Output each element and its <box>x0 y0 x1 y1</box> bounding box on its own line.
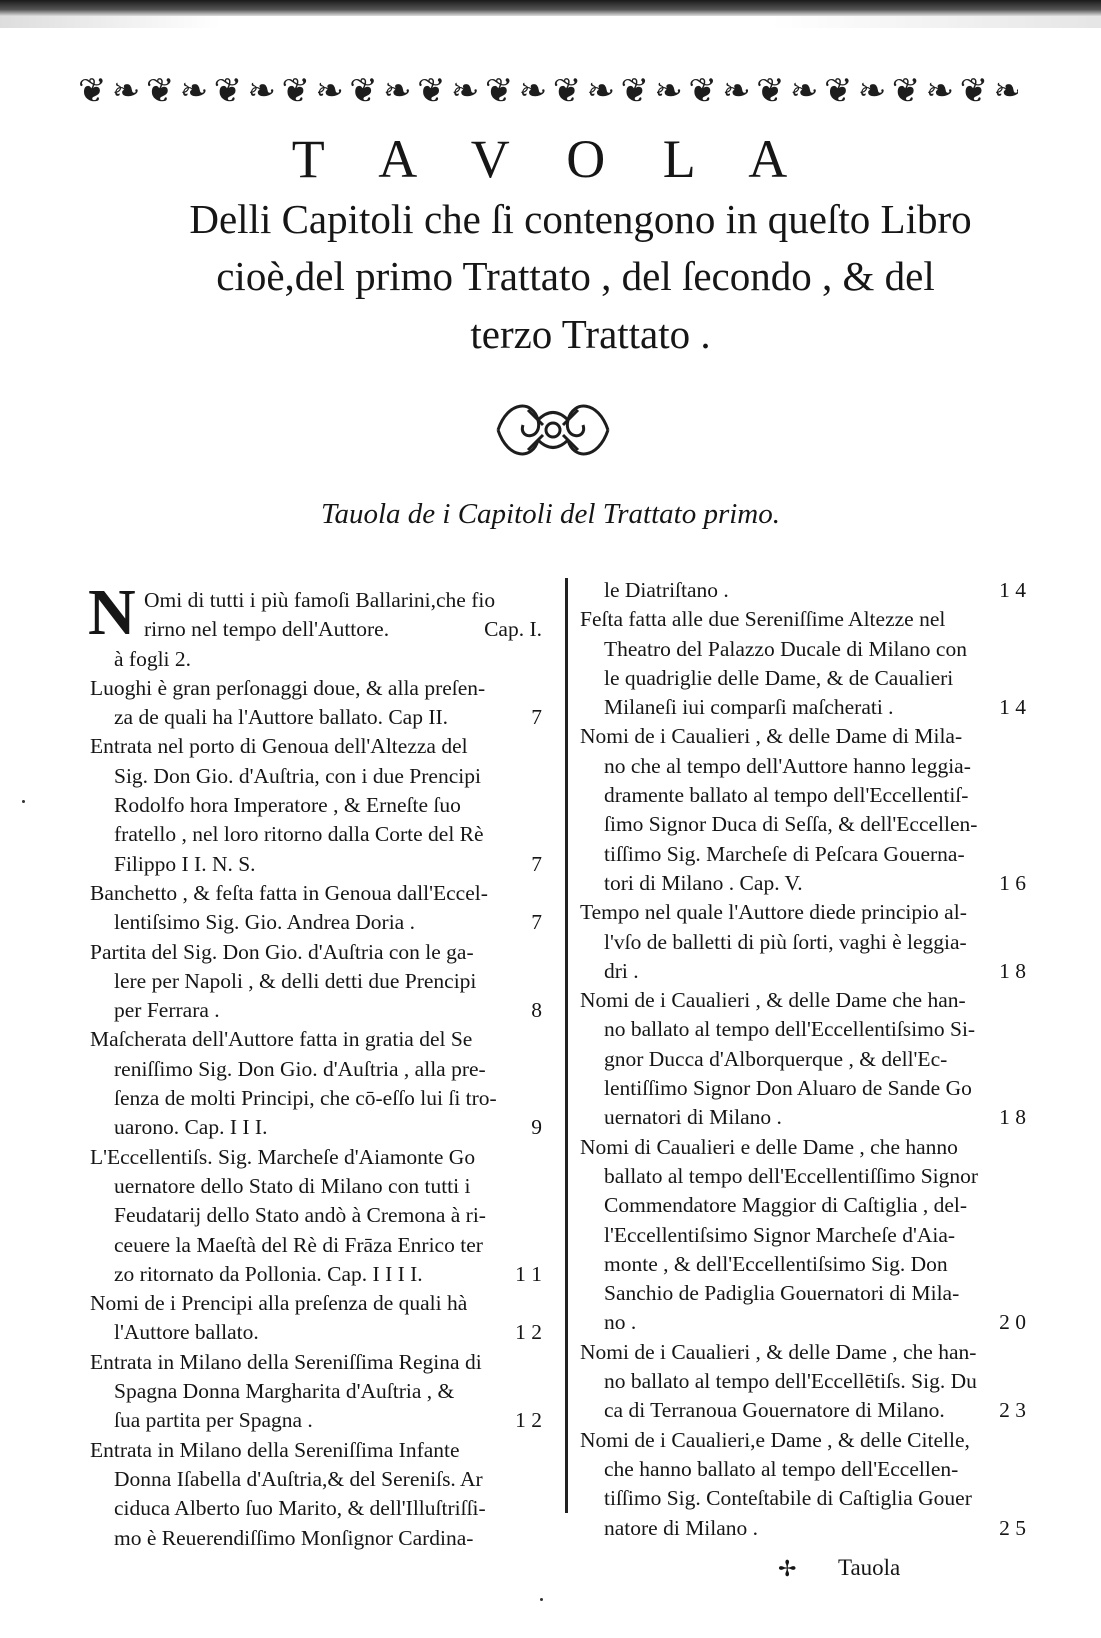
page-reference: 1 8 <box>999 958 1026 983</box>
toc-entry <box>90 1143 542 1289</box>
toc-line <box>580 781 1026 810</box>
page-reference: 7 <box>531 910 542 935</box>
toc-line <box>580 635 1026 664</box>
toc-line <box>90 1377 542 1406</box>
toc-line <box>90 732 542 761</box>
toc-entry <box>90 1436 542 1553</box>
toc-line <box>90 1113 542 1142</box>
toc-line <box>90 645 542 674</box>
toc-line-text: Sanchio de Padiglia Gouernatori di Mila- <box>604 1281 960 1306</box>
page-reference: 1 4 <box>999 578 1026 602</box>
toc-line <box>580 1367 1026 1396</box>
subtitle-line-3: terzo Trattato . <box>470 311 711 357</box>
toc-line-text: Rodolfo hora Imperatore , & Erneſte ſuo <box>114 793 461 818</box>
toc-line <box>90 1524 542 1553</box>
toc-line-text: Nomi de i Caualieri , & delle Dame , che han- <box>580 1339 977 1364</box>
page-reference: 2 3 <box>999 1398 1026 1423</box>
speck <box>22 800 25 803</box>
toc-line <box>90 820 542 849</box>
toc-line-text: mo è Reuerendiſſimo Monſignor Cardina- <box>114 1525 474 1550</box>
toc-line-text: no che al tempo dell'Auttore hanno leggia- <box>604 753 971 778</box>
toc-entry <box>90 879 542 938</box>
page-reference: 1 8 <box>999 1105 1026 1130</box>
page-reference: 2 5 <box>999 1515 1026 1540</box>
page-reference: 9 <box>531 1115 542 1140</box>
toc-line <box>90 1025 542 1054</box>
toc-line-text: uarono. Cap. I I I. <box>114 1115 268 1140</box>
toc-line <box>580 1221 1026 1250</box>
toc-entry <box>88 576 542 674</box>
toc-line <box>580 986 1026 1015</box>
toc-line-text: Spagna Donna Margharita d'Auſtria , & <box>114 1379 455 1404</box>
toc-line-text: gnor Ducca d'Alborquerque , & dell'Ec- <box>604 1046 948 1071</box>
toc-line-text: ciduca Alberto ſuo Marito, & dell'Illuſtriſſi- <box>114 1496 486 1521</box>
page-reference: 7 <box>531 851 542 876</box>
toc-line <box>580 1338 1026 1367</box>
toc-line <box>580 928 1026 957</box>
toc-right-column <box>580 576 1026 1543</box>
toc-line <box>90 1348 542 1377</box>
page-reference: 1 4 <box>999 695 1026 720</box>
page-reference: 1 2 <box>515 1320 542 1345</box>
toc-line <box>580 576 1026 605</box>
toc-line-text: Nomi de i Caualieri,e Dame , & delle Citelle, <box>580 1427 970 1452</box>
toc-line <box>580 840 1026 869</box>
toc-line-text: à fogli 2. <box>114 646 192 671</box>
toc-line-text: le Diatriſtano . <box>604 578 729 602</box>
toc-line <box>90 762 542 791</box>
page-reference: 1 6 <box>999 870 1026 895</box>
toc-line-text: Sig. Don Gio. d'Auſtria, con i due Prencipi <box>114 763 481 788</box>
page-reference: 7 <box>531 705 542 730</box>
toc-line-text: l'vſo de balletti di più ſorti, vaghi è leggia- <box>604 929 967 954</box>
toc-line-text: l'Eccellentiſsimo Signor Marcheſe d'Aia- <box>604 1222 956 1247</box>
toc-line-text: ballato al tempo dell'Eccellentiſſimo Signor <box>604 1163 979 1188</box>
toc-line-text: Entrata in Milano della Sereniſſima Infante <box>90 1437 460 1462</box>
toc-line-text: l'Auttore ballato. <box>114 1320 259 1345</box>
drop-cap: N <box>88 576 136 649</box>
toc-line <box>90 938 542 967</box>
toc-line-text: monte , & dell'Eccellentiſsimo Sig. Don <box>604 1251 948 1276</box>
toc-line <box>90 1084 542 1113</box>
toc-line <box>580 693 1026 722</box>
toc-line <box>90 967 542 996</box>
toc-line <box>90 791 542 820</box>
toc-line <box>580 1426 1026 1455</box>
toc-line-text: Nomi de i Caualieri , & delle Dame di Mila- <box>580 724 963 749</box>
toc-line-text: Entrata nel porto di Genoua dell'Altezza del <box>90 734 468 759</box>
toc-entry <box>580 576 1026 605</box>
toc-entry <box>580 1133 1026 1338</box>
toc-line-text: uernatore dello Stato di Milano con tutti i <box>114 1173 471 1198</box>
toc-line <box>90 1494 542 1523</box>
toc-line-text: ſenza de molti Principi, che cō-eſſo lui ſi tro- <box>114 1086 497 1111</box>
toc-line-text: Entrata in Milano della Sereniſſima Regina di <box>90 1349 482 1374</box>
toc-line-text: no ballato al tempo dell'Eccellentiſsimo Si- <box>604 1017 976 1042</box>
toc-line-text: dri . <box>604 958 639 983</box>
toc-line-text: ca di Terranoua Gouernatore di Milano. <box>604 1398 945 1423</box>
toc-line-text: ſua partita per Spagna . <box>114 1408 313 1433</box>
subtitle-line-2: cioè,del primo Trattato , del ſecondo , & del <box>216 253 935 299</box>
toc-line-text: ſimo Signor Duca di Seſſa, & dell'Eccellen- <box>604 812 978 837</box>
toc-line-text: Milaneſi iui comparſi maſcherati . <box>604 695 894 720</box>
toc-line-text: za de quali ha l'Auttore ballato. Cap II. <box>114 705 449 730</box>
toc-entry <box>580 986 1026 1132</box>
toc-line-text: tori di Milano . Cap. V. <box>604 870 803 895</box>
toc-line <box>580 957 1026 986</box>
toc-line <box>90 1318 542 1347</box>
toc-line <box>90 1201 542 1230</box>
toc-line <box>580 605 1026 634</box>
toc-entry <box>90 1289 542 1348</box>
toc-line-text: zo ritornato da Pollonia. Cap. I I I I. <box>114 1261 423 1286</box>
catchword: Tauola <box>838 1555 901 1580</box>
toc-line <box>580 1015 1026 1044</box>
toc-line <box>580 810 1026 839</box>
section-heading: Tauola de i Capitoli del Trattato primo. <box>321 498 780 530</box>
toc-line <box>580 1484 1026 1513</box>
page-title: T A V O L A <box>291 129 810 189</box>
toc-line <box>90 615 542 644</box>
ornamental-header-band: ❦ ❧ ❦ ❧ ❦ ❧ ❦ ❧ ❦ ❧ ❦ ❧ ❦ ❧ ❦ ❧ ❦ ❧ ❦ ❧ ❦ ❧ ❦ ❧ ❦ ❧ ❦ ❧ <box>78 73 1018 110</box>
toc-line-text: Commendatore Maggior di Caſtiglia , del- <box>604 1193 968 1218</box>
toc-line <box>90 850 542 879</box>
toc-line-text: L'Eccellentiſs. Sig. Marcheſe d'Aiamonte Go <box>90 1144 476 1169</box>
toc-left-column <box>88 576 542 1553</box>
toc-line <box>580 1514 1026 1543</box>
toc-line-text: Theatro del Palazzo Ducale di Milano con <box>604 636 967 661</box>
toc-line-text: Feudatarij dello Stato andò à Cremona à ri- <box>114 1203 486 1228</box>
toc-line-text: tiſſimo Sig. Marcheſe di Peſcara Gouerna- <box>604 841 965 866</box>
toc-line-text: Banchetto , & feſta fatta in Genoua dall'Eccel- <box>90 880 488 905</box>
toc-line-text: no . <box>604 1310 637 1335</box>
toc-line-text: Nomi de i Prencipi alla preſenza de quali hà <box>90 1291 468 1316</box>
toc-entry <box>90 938 542 1026</box>
toc-line-text: tiſſimo Sig. Conteſtabile di Caſtiglia Gouer <box>604 1486 972 1511</box>
toc-line <box>90 1172 542 1201</box>
page-reference: 8 <box>531 998 542 1023</box>
toc-line <box>90 1231 542 1260</box>
toc-line-text: dramente ballato al tempo dell'Eccellentiſ- <box>604 783 969 808</box>
toc-line <box>580 1396 1026 1425</box>
toc-line <box>90 1465 542 1494</box>
subtitle-line-1: Delli Capitoli che ſi contengono in queſto Libro <box>189 196 972 242</box>
page-reference: 1 2 <box>515 1408 542 1433</box>
toc-line-text: che hanno ballato al tempo dell'Eccellen- <box>604 1456 959 1481</box>
toc-line-text: lentiſsimo Sig. Gio. Andrea Doria . <box>114 910 415 935</box>
page-reference: 2 0 <box>999 1310 1026 1335</box>
toc-line-text: lere per Napoli , & delli detti due Prencipi <box>114 968 477 993</box>
toc-line <box>90 1143 542 1172</box>
toc-entry <box>580 1426 1026 1543</box>
fleuron-ornament-icon <box>488 395 618 465</box>
toc-entry <box>90 732 542 878</box>
speck <box>540 1598 543 1601</box>
toc-line <box>90 1055 542 1084</box>
toc-line <box>580 1133 1026 1162</box>
toc-line <box>90 908 542 937</box>
toc-line <box>580 898 1026 927</box>
toc-line-text: lentiſſimo Signor Don Aluaro de Sande Go <box>604 1076 972 1101</box>
toc-line <box>90 1260 542 1289</box>
toc-line-text: per Ferrara . <box>114 998 220 1023</box>
toc-line <box>90 674 542 703</box>
toc-entry <box>580 1338 1026 1426</box>
toc-line-text: Partita del Sig. Don Gio. d'Auſtria con le ga- <box>90 939 474 964</box>
toc-line-text: uernatori di Milano . <box>604 1105 782 1130</box>
toc-line-text: Nomi de i Caualieri , & delle Dame che han- <box>580 988 966 1013</box>
toc-line-text: natore di Milano . <box>604 1515 759 1540</box>
scan-edge-fade <box>0 16 1101 28</box>
toc-line <box>580 1308 1026 1337</box>
toc-line-text: Omi di tutti i più famoſi Ballarini,che fio <box>144 588 496 612</box>
cross-fleuron-icon: ✢ <box>778 1556 797 1581</box>
toc-line <box>580 1191 1026 1220</box>
toc-line <box>580 664 1026 693</box>
toc-entry <box>90 1025 542 1142</box>
toc-line <box>580 1455 1026 1484</box>
toc-line-text: Filippo I I. N. S. <box>114 851 256 876</box>
toc-entry <box>90 1348 542 1436</box>
toc-line-text: fratello , nel loro ritorno dalla Corte del Rè <box>114 822 484 847</box>
toc-line <box>580 1103 1026 1132</box>
toc-entry <box>580 605 1026 722</box>
column-divider <box>565 578 568 1513</box>
toc-line <box>580 752 1026 781</box>
toc-line <box>90 1289 542 1318</box>
page-reference: 1 1 <box>515 1261 542 1286</box>
toc-line <box>90 879 542 908</box>
toc-line <box>580 1074 1026 1103</box>
toc-line <box>580 1045 1026 1074</box>
toc-line-text: le quadriglie delle Dame, & de Caualieri <box>604 665 954 690</box>
toc-entry <box>580 898 1026 986</box>
toc-line-text: Nomi di Caualieri e delle Dame , che hanno <box>580 1134 958 1159</box>
toc-line <box>90 1436 542 1465</box>
toc-line <box>580 1250 1026 1279</box>
toc-entry <box>580 722 1026 898</box>
toc-line-text: reniſſimo Sig. Don Gio. d'Auſtria , alla pre- <box>114 1056 486 1081</box>
scan-edge-shadow <box>0 0 1101 16</box>
toc-line-text: Feſta fatta alle due Sereniſſime Altezze nel <box>580 607 946 632</box>
toc-line <box>580 1162 1026 1191</box>
toc-line-text: Donna Iſabella d'Auſtria,& del Sereniſs. Ar <box>114 1466 483 1491</box>
toc-line <box>580 722 1026 751</box>
toc-line <box>580 869 1026 898</box>
toc-line <box>90 586 542 615</box>
page-reference: Cap. I. <box>484 617 542 642</box>
toc-line <box>580 1279 1026 1308</box>
toc-line-text: rirno nel tempo dell'Auttore. <box>144 617 390 642</box>
toc-line-text: ceuere la Maeſtà del Rè di Frāza Enrico ter <box>114 1232 483 1257</box>
toc-line-text: Luoghi è gran perſonaggi doue, & alla preſen- <box>90 675 486 700</box>
toc-line-text: no ballato al tempo dell'Eccellētiſs. Sig. Du <box>604 1369 977 1394</box>
toc-line-text: Tempo nel quale l'Auttore diede principio al- <box>580 900 967 925</box>
toc-entry <box>90 674 542 733</box>
toc-line <box>90 1406 542 1435</box>
toc-line <box>90 996 542 1025</box>
toc-line <box>90 703 542 732</box>
toc-line-text: Maſcherata dell'Auttore fatta in gratia del Se <box>90 1027 473 1052</box>
